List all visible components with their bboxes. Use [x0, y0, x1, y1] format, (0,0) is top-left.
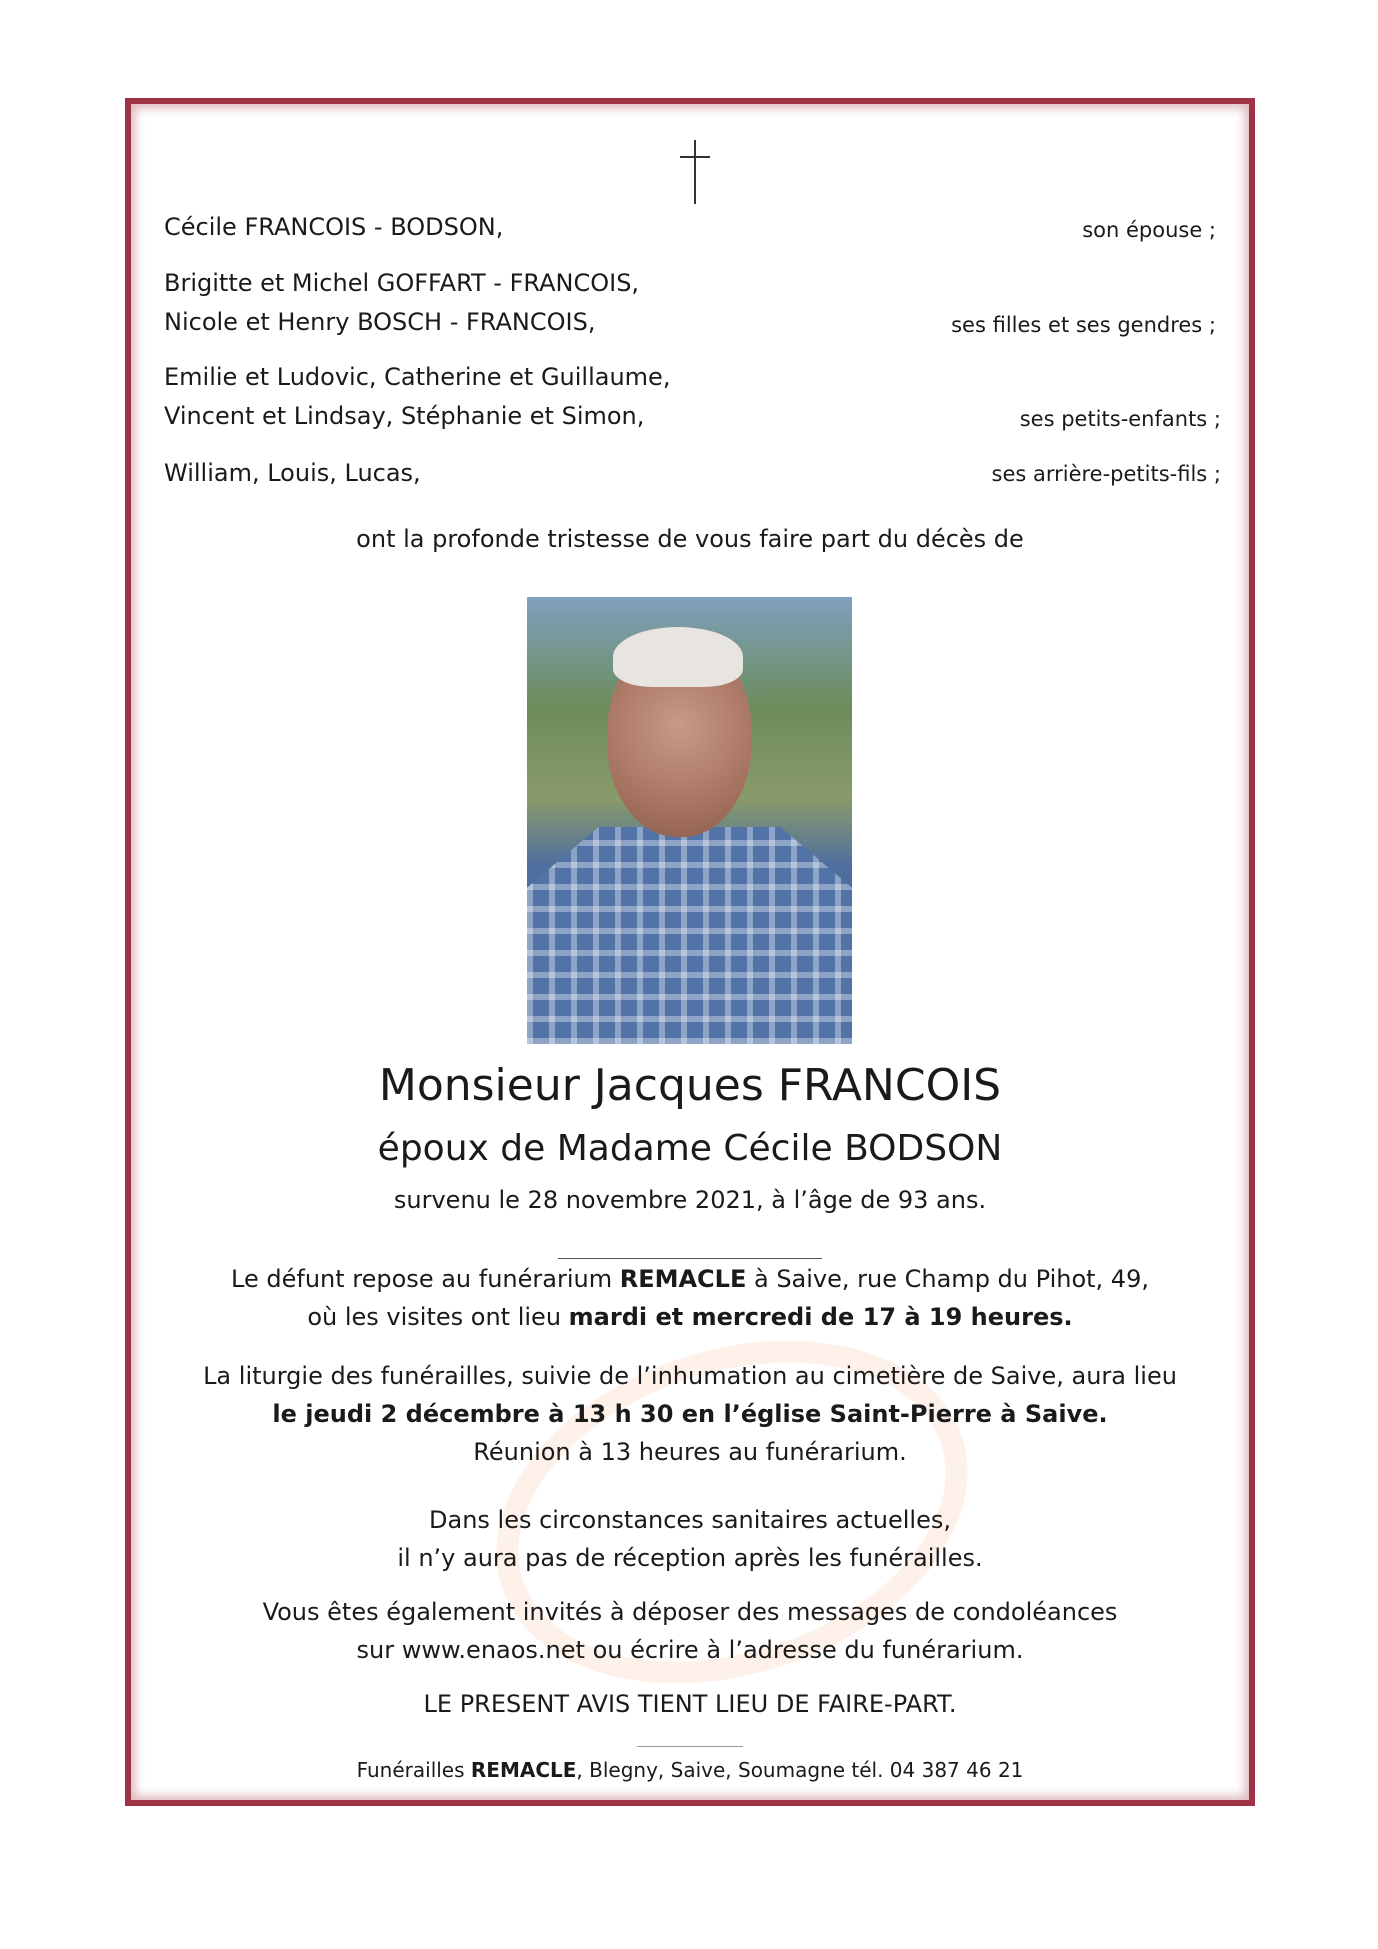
intro-text: ont la profonde tristesse de vous faire part du décès de	[356, 525, 1024, 553]
visitation-info: Le défunt repose au funérarium REMACLE à Saive, rue Champ du Pihot, 49, où les visites ont lieu mardi et mercredi de 17 à 19 heures.	[231, 1265, 1149, 1331]
footer-divider	[637, 1746, 743, 1747]
relation-great-grandchildren: ses arrière-petits-fils ;	[991, 462, 1221, 486]
funeral-info: La liturgie des funérailles, suivie de l’inhumation au cimetière de Saive, aura lieu le jeudi 2 décembre à 13 h 30 en l’église Saint-Pierre à Saive. Réunion à 13 heures au funérarium.	[203, 1362, 1177, 1466]
condolences-info: Vous êtes également invités à déposer des messages de condoléances sur www.enaos.net ou écrire à l’adresse du funérarium.	[262, 1598, 1118, 1664]
deceased-photo	[527, 597, 852, 1044]
footer: Funérailles REMACLE, Blegny, Saive, Soumagne tél. 04 387 46 21	[356, 1758, 1024, 1782]
relation-grandchildren: ses petits-enfants ;	[1019, 407, 1221, 431]
divider	[558, 1258, 822, 1259]
cross-icon	[680, 140, 710, 204]
family-daughters-2: Nicole et Henry BOSCH - FRANCOIS,	[164, 308, 596, 336]
family-grandchildren-1: Emilie et Ludovic, Catherine et Guillaume,	[164, 363, 671, 391]
deceased-spouse: époux de Madame Cécile BODSON	[377, 1128, 1003, 1169]
relation-daughters: ses filles et ses gendres ;	[951, 313, 1216, 337]
notice-text: LE PRESENT AVIS TIENT LIEU DE FAIRE-PART.	[423, 1690, 957, 1718]
sanitary-info: Dans les circonstances sanitaires actuelles, il n’y aura pas de réception après les funérailles.	[397, 1506, 983, 1572]
family-daughters-1: Brigitte et Michel GOFFART - FRANCOIS,	[164, 269, 640, 297]
deceased-name: Monsieur Jacques FRANCOIS	[378, 1060, 1002, 1111]
family-great-grandchildren: William, Louis, Lucas,	[164, 459, 421, 487]
family-spouse: Cécile FRANCOIS - BODSON,	[164, 213, 504, 241]
relation-spouse: son épouse ;	[1082, 218, 1216, 242]
deceased-dates: survenu le 28 novembre 2021, à l’âge de 93 ans.	[393, 1186, 987, 1214]
family-grandchildren-2: Vincent et Lindsay, Stéphanie et Simon,	[164, 402, 645, 430]
